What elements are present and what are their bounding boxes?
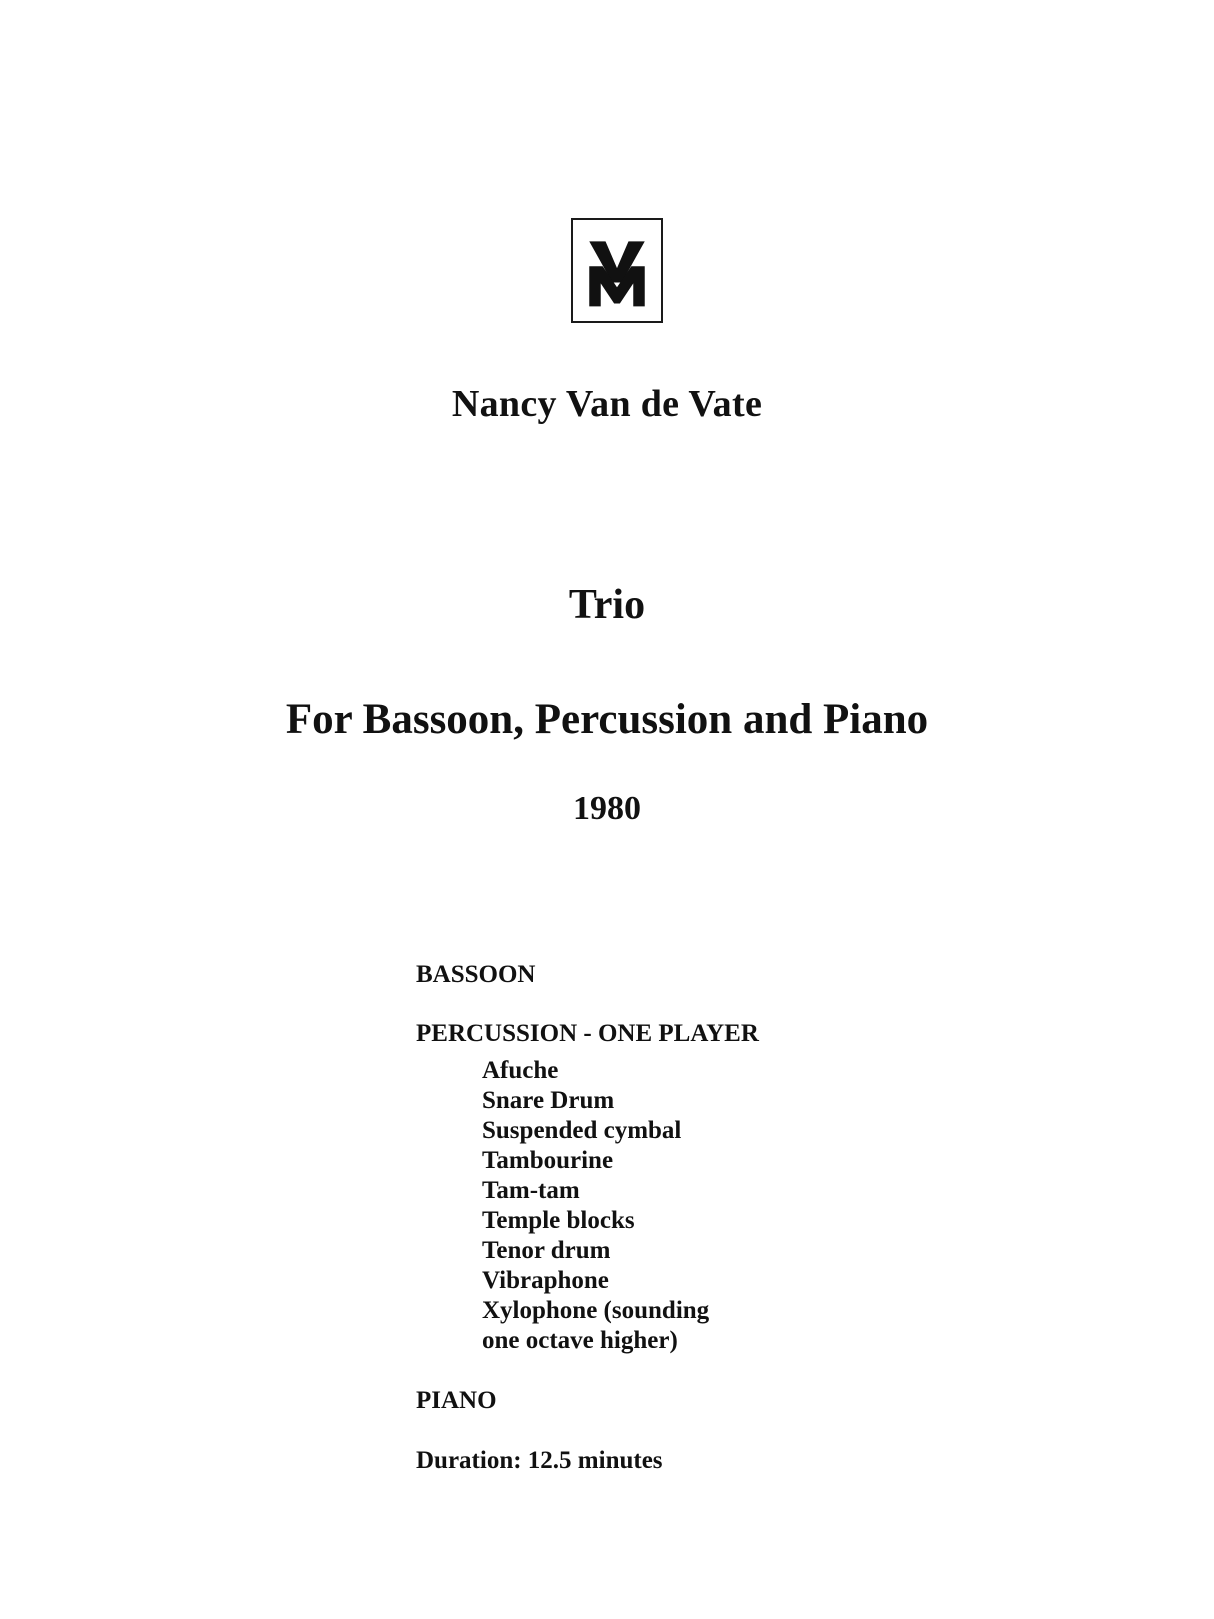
instrumentation-section xyxy=(416,960,759,1476)
composer-name: Nancy Van de Vate xyxy=(451,383,763,425)
percussion-item: Afuche xyxy=(482,1057,559,1084)
percussion-item: Snare Drum xyxy=(482,1087,615,1114)
duration-text: Duration: 12.5 minutes xyxy=(416,1447,663,1474)
percussion-item: Tambourine xyxy=(482,1147,614,1174)
work-title: Trio xyxy=(568,582,646,628)
percussion-item: Vibraphone xyxy=(482,1267,609,1294)
percussion-heading: PERCUSSION - ONE PLAYER xyxy=(416,1020,759,1047)
percussion-item: Suspended cymbal xyxy=(482,1117,682,1144)
piano-heading: PIANO xyxy=(416,1387,497,1414)
percussion-item: Tenor drum xyxy=(482,1237,611,1264)
percussion-item: Temple blocks xyxy=(482,1207,635,1234)
percussion-item: one octave higher) xyxy=(482,1327,678,1354)
percussion-item: Tam-tam xyxy=(482,1177,580,1204)
percussion-list xyxy=(482,1056,759,1356)
percussion-item: Xylophone (sounding xyxy=(482,1297,710,1324)
composition-year: 1980 xyxy=(573,790,641,827)
work-subtitle: For Bassoon, Percussion and Piano xyxy=(285,696,929,743)
vm-monogram-logo-icon xyxy=(571,218,663,323)
bassoon-heading: BASSOON xyxy=(416,961,536,988)
